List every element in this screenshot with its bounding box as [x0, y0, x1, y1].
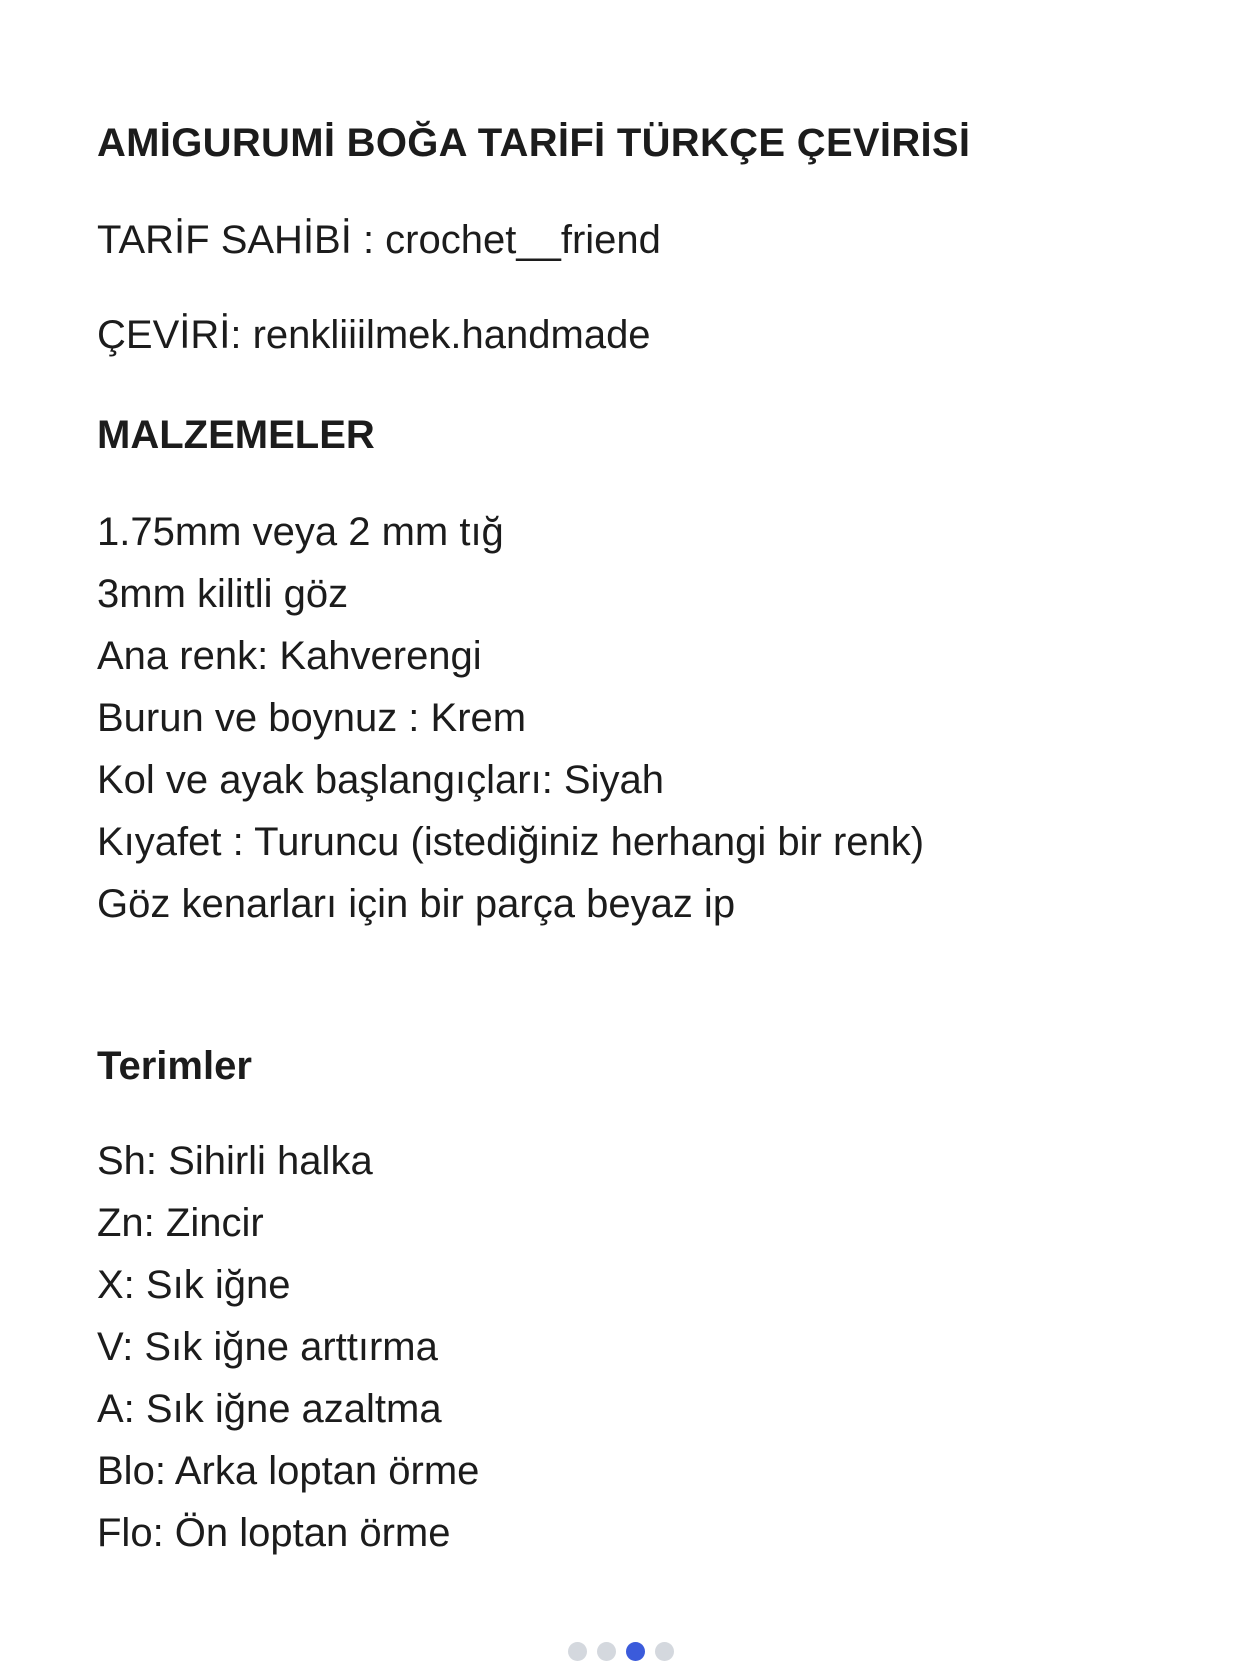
- materials-heading: MALZEMELER: [97, 413, 375, 457]
- material-item: Burun ve boynuz : Krem: [97, 696, 527, 740]
- material-item: Ana renk: Kahverengi: [97, 634, 482, 678]
- material-item: Göz kenarları için bir parça beyaz ip: [97, 882, 736, 926]
- recipe-owner-line: TARİF SAHİBİ : crochet__friend: [97, 218, 661, 262]
- term-item: Zn: Zincir: [97, 1201, 264, 1245]
- terms-heading: Terimler: [97, 1044, 252, 1088]
- material-item: 3mm kilitli göz: [97, 572, 349, 616]
- carousel-dot-4[interactable]: [655, 1642, 674, 1661]
- carousel-dot-2[interactable]: [597, 1642, 616, 1661]
- carousel-dot-3[interactable]: [626, 1642, 645, 1661]
- term-item: Blo: Arka loptan örme: [97, 1449, 480, 1493]
- terms-list: [97, 1130, 479, 1564]
- term-item: X: Sık iğne: [97, 1263, 291, 1307]
- materials-list: [97, 501, 924, 935]
- translator-line: ÇEVİRİ: renkliiilmek.handmade: [97, 313, 651, 357]
- term-item: V: Sık iğne arttırma: [97, 1325, 438, 1369]
- carousel-dot-1[interactable]: [568, 1642, 587, 1661]
- material-item: Kol ve ayak başlangıçları: Siyah: [97, 758, 664, 802]
- carousel-page-indicator: [0, 1642, 1242, 1661]
- document-title: AMİGURUMİ BOĞA TARİFİ TÜRKÇE ÇEVİRİSİ: [97, 121, 971, 165]
- material-item: 1.75mm veya 2 mm tığ: [97, 510, 504, 554]
- material-item: Kıyafet : Turuncu (istediğiniz herhangi bir renk): [97, 820, 925, 864]
- term-item: Flo: Ön loptan örme: [97, 1511, 451, 1555]
- term-item: Sh: Sihirli halka: [97, 1139, 373, 1183]
- term-item: A: Sık iğne azaltma: [97, 1387, 442, 1431]
